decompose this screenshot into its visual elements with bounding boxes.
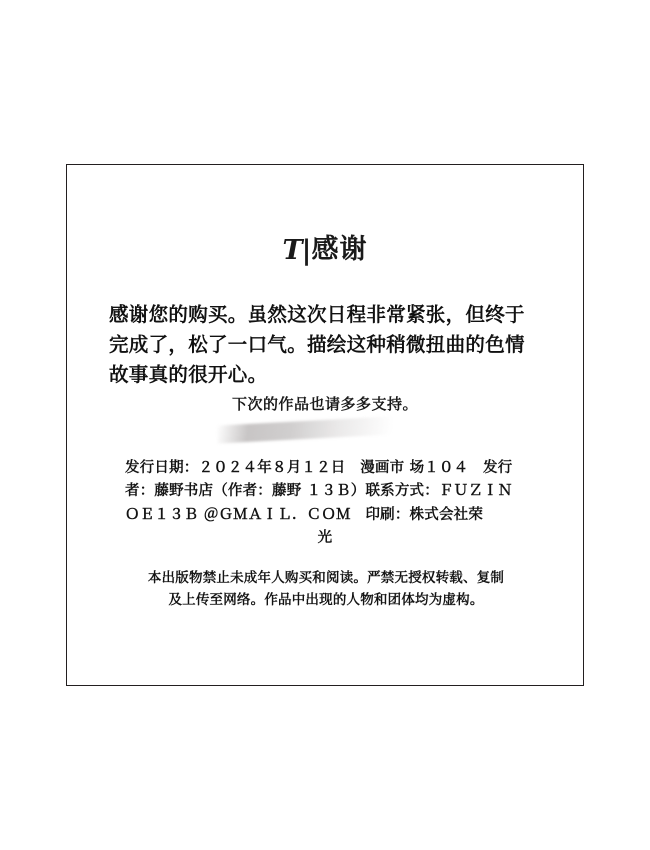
colophon-line-2: 场１０４ 发行者：藤野书店（作者：藤野 [125,460,513,500]
colophon-line-1: 发行日期：２０２４年８月１２日 漫画市 [125,460,405,476]
colophon-line-4: ＠ＧＭＡＩＬ．ＣＯＭ 印刷：株式会社荣 [203,506,484,523]
title-text: 感谢 [311,234,368,265]
afterword-subline: 下次的作品也请多多支持。 [231,395,418,413]
page-title [67,227,583,266]
legal-notice-line-1: 本出版物禁止未成年人购买和阅读。严禁无授权转载、复制 [147,570,505,586]
afterword-frame [66,164,584,686]
title-decorative-glyph: T| [282,235,311,266]
colophon-line-5: 光 [317,530,333,547]
afterword-content [67,165,583,685]
colophon-line-3: １３Ｂ）联系方式：ＦＵＺＩＮＯＥ１３Ｂ [125,483,513,523]
afterword-body: 感谢您的购买。虽然这次日程非常紧张，但终于完成了，松了一口气。描绘这种稍微扭曲的色情故事真的很开心。 [109,303,525,387]
ink-smudge-mark [217,416,393,443]
legal-notice-line-2: 及上传至网络。作品中出现的人物和团体均为虚构。 [168,591,484,608]
colophon-block [125,457,525,551]
legal-notice [107,568,545,611]
